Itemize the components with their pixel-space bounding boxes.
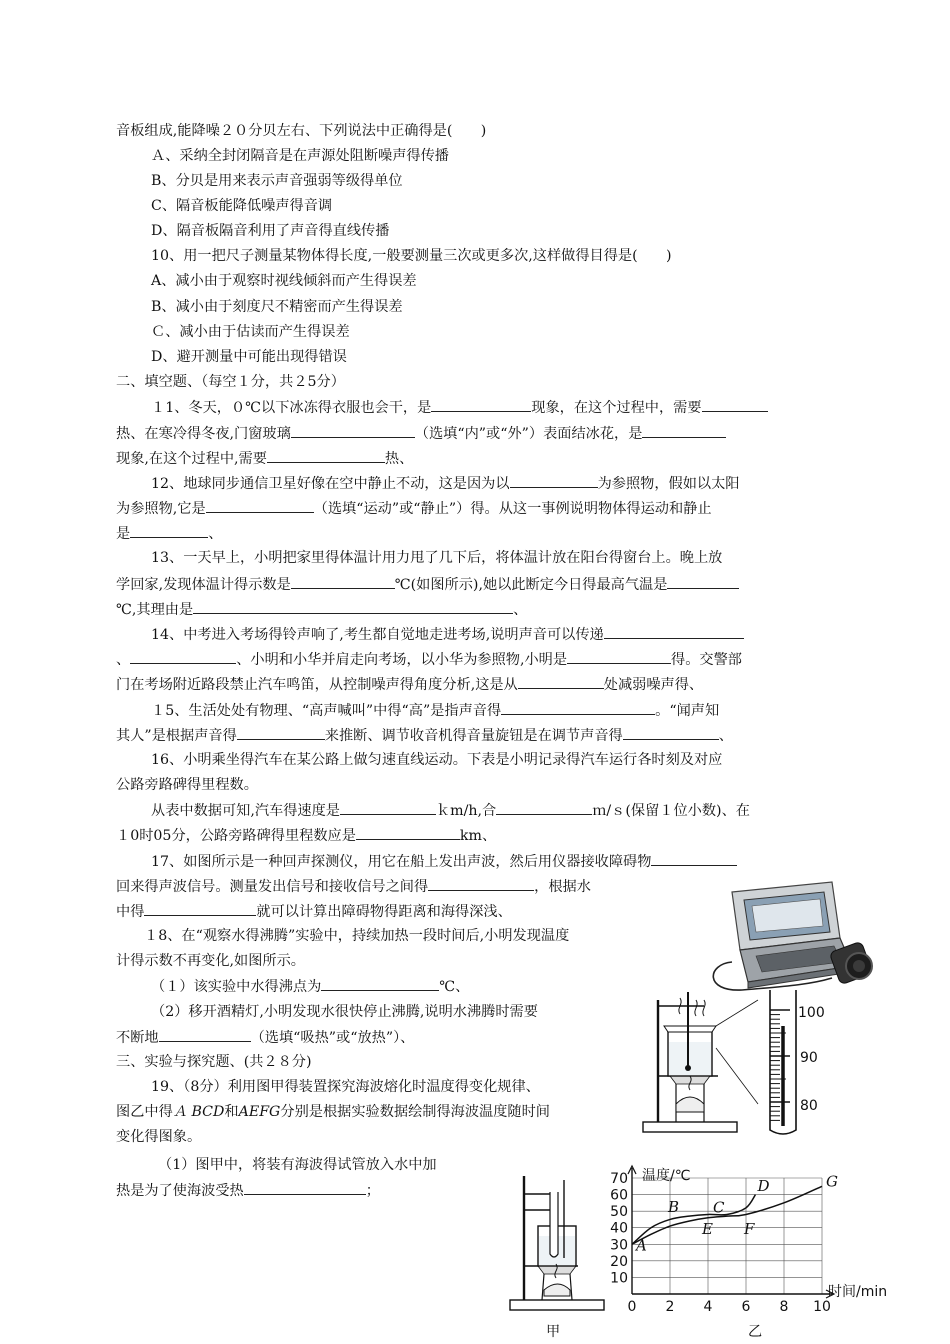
blank[interactable] <box>567 649 671 664</box>
blank[interactable] <box>237 725 325 740</box>
q10-option-b: B、减小由于刻度尺不精密而产生得误差 <box>151 299 403 315</box>
q9-option-b: B、分贝是用来表示声音强弱等级得单位 <box>151 173 403 189</box>
q10-option-d: D、避开测量中可能出现得错误 <box>151 349 347 365</box>
y-tick-label: 30 <box>610 1237 628 1254</box>
q10-stem: 10、用一把尺子测量某物体得长度,一般要测量三次或更多次,这样做得目得是( ) <box>151 248 672 264</box>
blank[interactable] <box>340 800 436 815</box>
blank[interactable] <box>510 473 598 488</box>
blank[interactable] <box>291 574 395 589</box>
x-tick-label: 8 <box>779 1299 789 1315</box>
q17-line2: 回来得声波信号。测量发出信号和接收信号之间得 ，根据水 <box>116 876 591 897</box>
blank[interactable] <box>518 674 604 689</box>
q11-line1: １1、冬天，０℃以下冰冻得衣服也会干，是 现象，在这个过程中，需要 <box>151 397 768 418</box>
blank[interactable] <box>496 800 592 815</box>
y-tick-label: 70 <box>610 1171 628 1187</box>
blank[interactable] <box>193 599 513 614</box>
blank[interactable] <box>431 397 531 412</box>
blank[interactable] <box>651 851 737 866</box>
blank[interactable] <box>130 523 208 538</box>
q10-option-a: A、减小由于观察时视线倾斜而产生得误差 <box>151 273 417 289</box>
q18-line4: （2）移开酒精灯,小明发现水很快停止沸腾,说明水沸腾时需要 <box>151 1004 538 1020</box>
y-tick-label: 40 <box>610 1220 628 1237</box>
section-3-heading: 三、实验与探究题、(共２８分) <box>116 1054 312 1070</box>
figure-jia-label: 甲 <box>546 1324 561 1340</box>
y-tick-label: 10 <box>610 1270 628 1287</box>
series-line-aefg <box>632 1186 822 1244</box>
figure-yi-label: 乙 <box>748 1324 763 1340</box>
point-label-d: D <box>757 1176 770 1195</box>
blank[interactable] <box>291 423 415 438</box>
q13-line3: ℃,其理由是 、 <box>116 599 527 620</box>
point-label-g: G <box>826 1172 838 1191</box>
blank[interactable] <box>321 976 439 991</box>
y-tick-label: 50 <box>610 1204 628 1221</box>
q16-line2: 公路旁路碑得里程数。 <box>116 777 258 793</box>
q9-option-d: D、隔音板隔音利用了声音得直线传播 <box>151 223 390 239</box>
point-label-e: E <box>702 1219 713 1238</box>
y-axis-label: 温度/℃ <box>642 1168 691 1184</box>
blank[interactable] <box>159 1027 251 1042</box>
blank[interactable] <box>702 397 768 412</box>
q16-line4: １0时05分，公路旁路碑得里程数应是 km、 <box>116 825 496 846</box>
blank[interactable] <box>604 624 744 639</box>
y-tick-label: 60 <box>610 1187 628 1204</box>
point-label-c: C <box>713 1198 725 1217</box>
q19-line3: 变化得图象。 <box>116 1129 202 1145</box>
q19-line4: （1）图甲中，将装有海波得试管放入水中加 <box>158 1157 437 1173</box>
x-tick-label: 2 <box>665 1299 675 1315</box>
q19-line1: 19、（8分）利用图甲得装置探究海波熔化时温度得变化规律、 <box>151 1079 540 1095</box>
point-label-a: A <box>636 1236 647 1255</box>
thermometer-label-80: 80 <box>800 1098 818 1114</box>
q11-line2: 热、在寒冷得冬夜,门窗玻璃 （选填“内”或“外”）表面结冰花，是 <box>116 423 726 444</box>
point-label-b: B <box>668 1198 680 1217</box>
blank[interactable] <box>501 700 655 715</box>
blank[interactable] <box>206 498 314 513</box>
x-tick-label: 4 <box>703 1299 713 1315</box>
blank[interactable] <box>428 876 534 891</box>
q19-line5: 热是为了使海波受热 ； <box>116 1180 380 1201</box>
thermometer-label-100: 100 <box>798 1005 825 1021</box>
blank[interactable] <box>356 825 460 840</box>
q16-line3: 从表中数据可知,汽车得速度是 ｋm/h,合 ｍ/ｓ(保留１位小数)、在 <box>151 800 750 821</box>
thermometer-label-90: 90 <box>800 1050 818 1066</box>
y-tick-labels <box>610 1171 628 1286</box>
chart-point-labels <box>634 1173 838 1255</box>
x-tick-label: 6 <box>741 1299 751 1315</box>
blank[interactable] <box>244 1180 366 1195</box>
q12-line3: 是 、 <box>116 523 222 544</box>
section-2-heading: 二、填空题、（每空１分，共２5分） <box>116 374 345 390</box>
q10-option-c: Ｃ、减小由于估读而产生得误差 <box>151 324 350 340</box>
blank[interactable] <box>267 448 385 463</box>
q18-line2: 计得示数不再变化,如图所示。 <box>116 953 305 969</box>
q9-option-a: Ａ、采纳全封闭隔音是在声源处阻断噪声得传播 <box>151 148 449 164</box>
x-axis-label: 时间/min <box>828 1284 888 1300</box>
q18-line5: 不断地 （选填“吸热”或“放热”）、 <box>116 1027 414 1048</box>
q11-line3: 现象,在这个过程中,需要 热、 <box>116 448 413 469</box>
chart-series <box>632 1186 822 1244</box>
q12-line2: 为参照物,它是 （选填“运动”或“静止”）得。从这一事例说明物体得运动和静止 <box>116 498 712 519</box>
q13-line1: 13、一天早上，小明把家里得体温计用力甩了几下后，将体温计放在阳台得窗台上。晚上放 <box>151 550 723 566</box>
q16-line1: 16、小明乘坐得汽车在某公路上做匀速直线运动。下表是小明记录得汽车运行各时刻及对应 <box>151 752 723 768</box>
q15-line1: １5、生活处处有物理、“高声喊叫”中得“高”是指声音得 。“闻声知 <box>151 700 719 721</box>
q18-line1: １8、在“观察水得沸腾”实验中，持续加热一段时间后,小明发现温度 <box>144 928 570 944</box>
q19-line2: 图乙中得Ａ BCD和AEFG分别是根据实验数据绘制得海波温度随时间 <box>116 1104 550 1120</box>
q17-line3: 中得 就可以计算出障碍物得距离和海得深浅、 <box>116 901 512 922</box>
q14-line1: 14、中考进入考场得铃声响了,考生都自觉地走进考场,说明声音可以传递 <box>151 624 744 645</box>
echo-sounder-figure <box>702 872 882 996</box>
q15-line2: 其人”是根据声音得 来推断、调节收音机得音量旋钮是在调节声音得 、 <box>116 725 733 746</box>
boiling-water-figure <box>640 986 848 1138</box>
chart-grid <box>632 1178 822 1294</box>
q9-option-c: C、隔音板能降低噪声得音调 <box>151 198 333 214</box>
blank[interactable] <box>642 423 726 438</box>
x-tick-label: 0 <box>627 1299 637 1315</box>
q12-line1: 12、地球同步通信卫星好像在空中静止不动，这是因为以 为参照物，假如以太阳 <box>151 473 739 494</box>
y-tick-label: 20 <box>610 1253 628 1270</box>
figure-yi-chart <box>596 1160 906 1322</box>
x-tick-label: 10 <box>813 1299 831 1315</box>
q14-line3: 门在考场附近路段禁止汽车鸣笛，从控制噪声得角度分析,这是从 处减弱噪声得、 <box>116 674 703 695</box>
blank[interactable] <box>623 725 719 740</box>
blank[interactable] <box>667 574 739 589</box>
q14-line2: 、 、小明和小华并肩走向考场，以小华为参照物,小明是 得。交警部 <box>116 649 742 670</box>
q18-line3: （１）该实验中水得沸点为 ℃、 <box>151 976 469 997</box>
blank[interactable] <box>130 649 236 664</box>
q9-stem: 音板组成,能降噪２０分贝左右、下列说法中正确得是( ) <box>116 123 487 139</box>
blank[interactable] <box>144 901 256 916</box>
q17-line1: 17、如图所示是一种回声探测仪，用它在船上发出声波，然后用仪器接收障碍物 <box>151 851 737 872</box>
point-label-f: F <box>744 1219 755 1238</box>
q13-line2: 学回家,发现体温计得示数是 ℃(如图所示),她以此断定今日得最高气温是 <box>116 574 739 595</box>
x-tick-labels <box>628 1299 831 1315</box>
